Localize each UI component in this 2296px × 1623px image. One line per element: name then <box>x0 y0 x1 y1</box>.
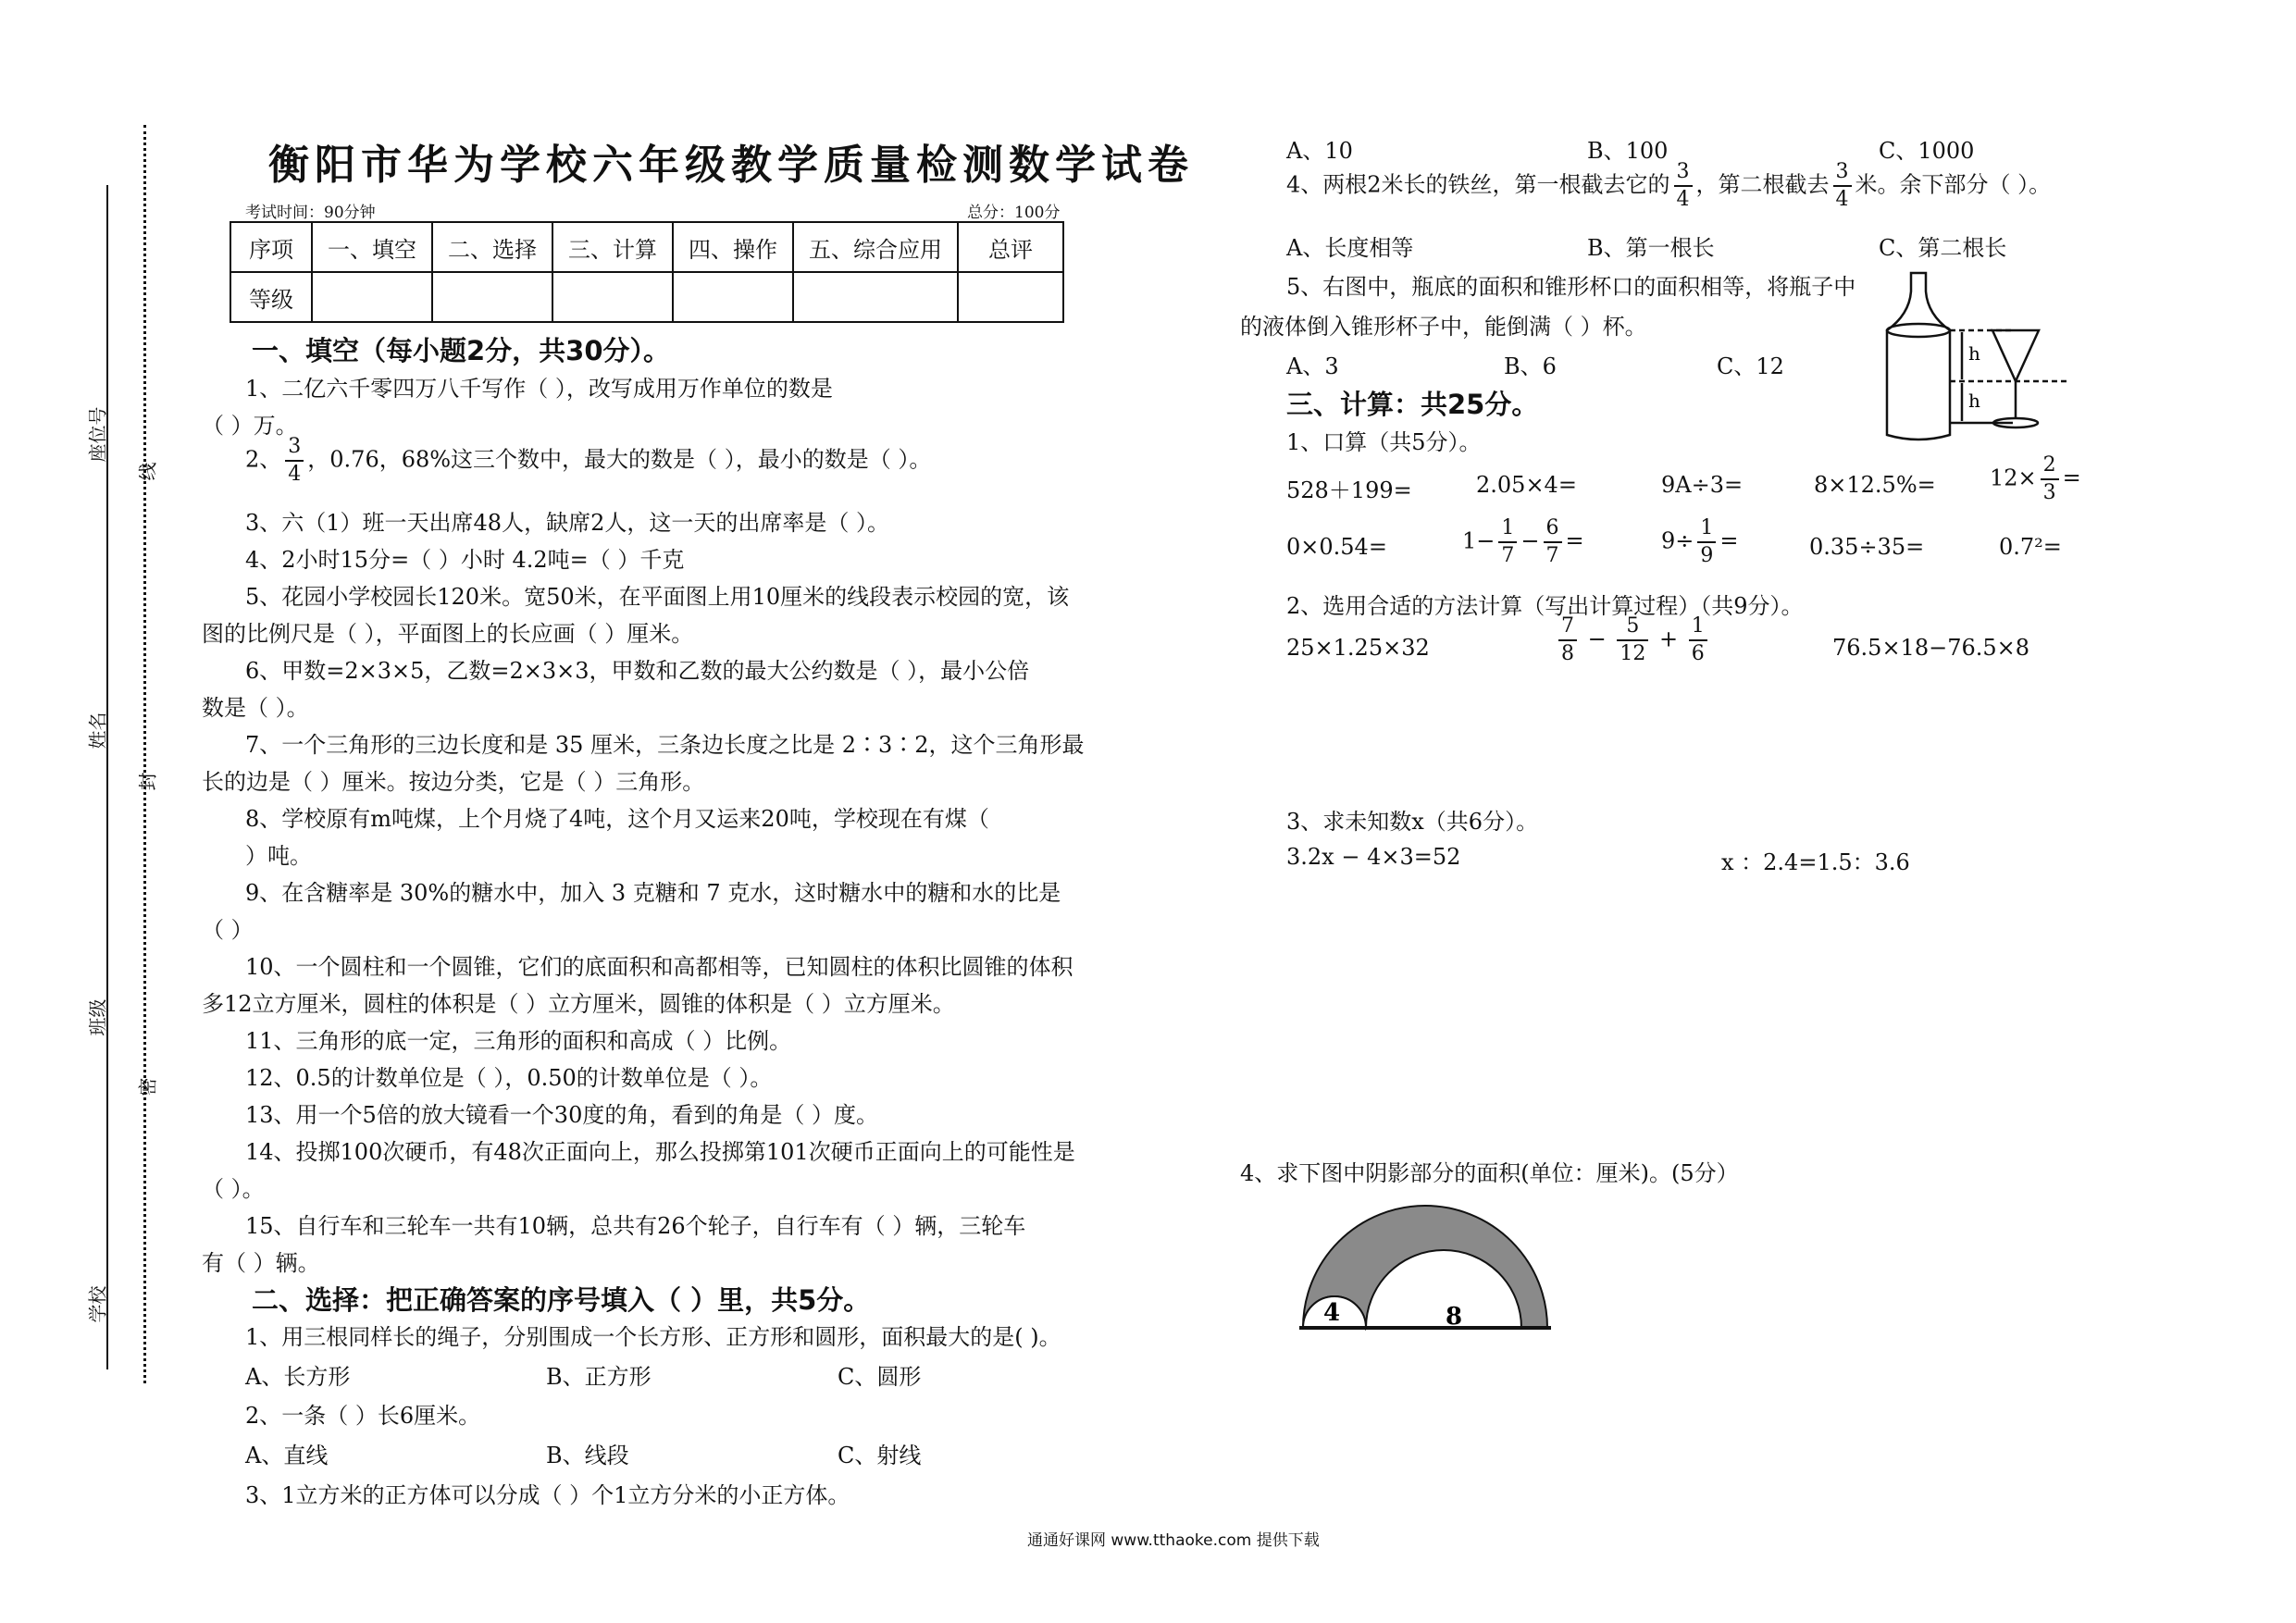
bottle-cone-figure <box>1874 264 2068 449</box>
s2-q2: 2、一条（ ）长6厘米。 <box>245 1403 481 1429</box>
fraction: $\frac{2}{3}$ <box>2041 455 2059 503</box>
grade-cell[interactable] <box>958 272 1063 322</box>
oral-8: 9÷ $\frac{1}{9}$ = <box>1661 516 1739 567</box>
s2-q3-opt-b[interactable]: B、100 <box>1587 138 1669 164</box>
q10-line1: 10、一个圆柱和一个圆锥，它们的底面积和高都相等，已知圆柱的体积比圆锥的体积 <box>245 954 1074 980</box>
q7-line2: 长的边是（ ）厘米。按边分类，它是（ ）三角形。 <box>202 769 705 795</box>
q5-line2: 图的比例尺是（ ），平面图上的长应画（ ）厘米。 <box>202 621 694 647</box>
q3: 3、六（1）班一天出席48人，缺席2人，这一天的出席率是（ ）。 <box>245 510 889 536</box>
s2-q5-line1: 5、右图中，瓶底的面积和锥形杯口的面积相等，将瓶子中 <box>1286 274 1856 300</box>
table-cell: 二、选择 <box>432 222 552 272</box>
section3-heading: 三、计算：共25分。 <box>1286 389 1539 420</box>
s2-q5-opt-c[interactable]: C、12 <box>1717 353 1784 379</box>
s2-q3-opt-a[interactable]: A、10 <box>1286 138 1353 164</box>
q9-line2: （ ） <box>202 917 254 943</box>
q5-line1: 5、花园小学校园长120米。宽50米，在平面图上用10厘米的线段表示校园的宽，该 <box>245 584 1070 610</box>
s2-q4-text: ，第二根截去 <box>1695 171 1830 198</box>
grade-cell[interactable] <box>432 272 552 322</box>
s2-q4-text: 4、两根2米长的铁丝，第一根截去它的 <box>1286 171 1670 198</box>
oral-8-text: 9÷ <box>1661 527 1694 554</box>
school-label: 学校 <box>86 1285 109 1323</box>
bottle-shape <box>1887 273 1950 440</box>
fraction: $\frac{3}{4}$ <box>1674 162 1693 210</box>
h-label-top: h <box>1968 342 1980 365</box>
score-table <box>230 221 1064 323</box>
small-diameter-label: 4 <box>1323 1299 1341 1327</box>
grade-cell[interactable] <box>552 272 673 322</box>
fraction: $\frac{3}{4}$ <box>285 437 304 485</box>
large-diameter-label: 8 <box>1446 1303 1463 1331</box>
s2-q4-text: 米。余下部分（ ）。 <box>1855 171 2052 198</box>
s2-q1-opt-b[interactable]: B、正方形 <box>546 1364 652 1390</box>
q9-line1: 9、在含糖率是 30%的糖水中，加入 3 克糖和 7 克水，这时糖水中的糖和水的比是 <box>245 880 1061 906</box>
q8-line2: ）吨。 <box>245 843 312 869</box>
s3-sub1: 1、口算（共5分）。 <box>1286 429 1482 455</box>
table-cell: 五、综合应用 <box>793 222 958 272</box>
oral-1: 528＋199= <box>1286 477 1412 503</box>
s2-q4-opt-b[interactable]: B、第一根长 <box>1587 235 1715 261</box>
shaded-area-figure <box>1296 1198 1555 1337</box>
s2-q2-opt-c[interactable]: C、射线 <box>838 1443 922 1468</box>
fraction: $\frac{1}{6}$ <box>1689 616 1707 664</box>
calc-2: $\frac{7}{8}$ − $\frac{5}{12}$ + $\frac{1}{6}$ <box>1555 616 1711 664</box>
section1-heading: 一、填空（每小题2分，共30分）。 <box>252 335 671 366</box>
q13: 13、用一个5倍的放大镜看一个30度的角，看到的角是（ ）度。 <box>245 1102 878 1128</box>
s2-q5-opt-b[interactable]: B、6 <box>1504 353 1557 379</box>
equation-1: 3.2x − 4×3=52 <box>1286 844 1461 870</box>
grade-cell[interactable] <box>673 272 793 322</box>
fraction: $\frac{6}{7}$ <box>1544 518 1562 566</box>
fraction: $\frac{3}{4}$ <box>1833 162 1852 210</box>
oral-7: 1− $\frac{1}{7}$ − $\frac{6}{7}$ = <box>1462 516 1584 567</box>
score-table-header-row <box>230 222 1063 272</box>
s2-q3-opt-c[interactable]: C、1000 <box>1879 138 1975 164</box>
page-title: 衡阳市华为学校六年级教学质量检测数学试卷 <box>268 142 1194 189</box>
grade-cell[interactable] <box>312 272 432 322</box>
oral-3: 9A÷3= <box>1661 472 1744 498</box>
q8-line1: 8、学校原有m吨煤，上个月烧了4吨，这个月又运来20吨，学校现在有煤（ <box>245 806 989 832</box>
q1-line2: （ ）万。 <box>202 413 298 439</box>
table-cell: 三、计算 <box>552 222 673 272</box>
s2-q2-opt-b[interactable]: B、线段 <box>546 1443 629 1468</box>
fraction: $\frac{1}{7}$ <box>1498 518 1517 566</box>
table-cell: 总评 <box>958 222 1063 272</box>
q15-line2: 有（ ）辆。 <box>202 1250 320 1276</box>
equation-2: x ：2.4=1.5：3.6 <box>1721 849 1910 875</box>
calc-1: 25×1.25×32 <box>1286 635 1430 661</box>
oral-6: 0×0.54= <box>1286 534 1387 560</box>
exam-time: 考试时间：90分钟 <box>245 204 376 222</box>
grade-cell[interactable] <box>793 272 958 322</box>
oral-4: 8×12.5%= <box>1814 472 1936 498</box>
oral-10: 0.7²= <box>1999 534 2062 560</box>
s2-q1: 1、用三根同样长的绳子，分别围成一个长方形、正方形和圆形，面积最大的是( )。 <box>245 1324 1061 1350</box>
oral-7-text: 1− <box>1462 527 1496 554</box>
s2-q4-opt-a[interactable]: A、长度相等 <box>1286 235 1414 261</box>
s3-sub3: 3、求未知数x（共6分）。 <box>1286 809 1539 835</box>
seal-mark: 封 <box>136 772 159 791</box>
q4: 4、2小时15分=（ ）小时 4.2吨=（ ）千克 <box>245 547 685 573</box>
s2-q1-opt-c[interactable]: C、圆形 <box>838 1364 922 1390</box>
oral-5-text: 12× <box>1990 465 2037 491</box>
q10-line2: 多12立方厘米，圆柱的体积是（ ）立方厘米，圆锥的体积是（ ）立方厘米。 <box>202 991 955 1017</box>
s2-q4-opt-c[interactable]: C、第二根长 <box>1879 235 2007 261</box>
oral-7-text: − <box>1520 527 1540 554</box>
cone-cup <box>1992 330 2039 381</box>
q2-prefix: 2、 <box>245 446 282 473</box>
q11: 11、三角形的底一定，三角形的面积和高成（ ）比例。 <box>245 1028 792 1054</box>
secret-mark: 密 <box>136 1077 159 1096</box>
q6-line1: 6、甲数=2×3×5，乙数=2×3×3，甲数和乙数的最大公约数是（ ），最小公倍 <box>245 658 1030 684</box>
fraction: $\frac{1}{9}$ <box>1697 518 1716 566</box>
section2-heading: 二、选择：把正确答案的序号填入（ ）里，共5分。 <box>252 1284 871 1316</box>
s2-q4 <box>1286 162 2051 210</box>
q14-line2: （ ）。 <box>202 1176 265 1202</box>
table-cell: 等级 <box>230 272 312 322</box>
q15-line1: 15、自行车和三轮车一共有10辆，总共有26个轮子，自行车有（ ）辆，三轮车 <box>245 1213 1026 1239</box>
q1-line1: 1、二亿六千零四万八千写作（ ），改写成用万作单位的数是 <box>245 376 833 402</box>
total-score: 总分：100分 <box>967 204 1061 222</box>
name-label: 姓名 <box>86 712 109 750</box>
q2 <box>245 437 931 485</box>
s3-sub4: 4、求下图中阴影部分的面积(单位：厘米)。(5分） <box>1240 1160 1739 1186</box>
table-cell: 四、操作 <box>673 222 793 272</box>
calc-3: 76.5×18−76.5×8 <box>1832 635 2030 661</box>
footer-source: 通通好课网 www.tthaoke.com 提供下载 <box>1027 1531 1320 1550</box>
s2-q1-opt-a[interactable]: A、长方形 <box>245 1364 351 1390</box>
fraction: $\frac{7}{8}$ <box>1558 616 1577 664</box>
oral-2: 2.05×4= <box>1476 472 1577 498</box>
school-line <box>106 1073 108 1369</box>
h-label-bottom: h <box>1968 390 1980 412</box>
binding-dotted-line <box>143 125 146 1383</box>
fraction: $\frac{5}{12}$ <box>1617 616 1648 664</box>
seat-label: 座位号 <box>86 406 109 463</box>
oral-5: 12× $\frac{2}{3}$ = <box>1990 453 2081 504</box>
oral-9: 0.35÷35= <box>1809 534 1925 560</box>
q6-line2: 数是（ ）。 <box>202 695 309 721</box>
s2-q5-opt-a[interactable]: A、3 <box>1286 353 1339 379</box>
table-cell: 一、填空 <box>312 222 432 272</box>
s2-q3: 3、1立方米的正方体可以分成（ ）个1立方分米的小正方体。 <box>245 1482 850 1508</box>
s2-q5-line2: 的液体倒入锥形杯子中，能倒满（ ）杯。 <box>1240 314 1647 340</box>
s2-q2-opt-a[interactable]: A、直线 <box>245 1443 329 1468</box>
s3-sub2: 2、选用合适的方法计算（写出计算过程）（共9分）。 <box>1286 593 1804 619</box>
class-label: 班级 <box>86 998 109 1036</box>
line-mark: 线 <box>136 462 159 481</box>
q2-text: ，0.76，68%这三个数中，最大的数是（ ），最小的数是（ ）。 <box>307 446 932 473</box>
q7-line1: 7、一个三角形的三边长度和是 35 厘米，三条边长度之比是 2∶3∶2，这个三角形最 <box>245 732 1085 758</box>
score-table-grade-row <box>230 272 1063 322</box>
q12: 12、0.5的计数单位是（ ），0.50的计数单位是（ ）。 <box>245 1065 773 1091</box>
q14-line1: 14、投掷100次硬币，有48次正面向上，那么投掷第101次硬币正面向上的可能性是 <box>245 1139 1075 1165</box>
table-cell: 序项 <box>230 222 312 272</box>
